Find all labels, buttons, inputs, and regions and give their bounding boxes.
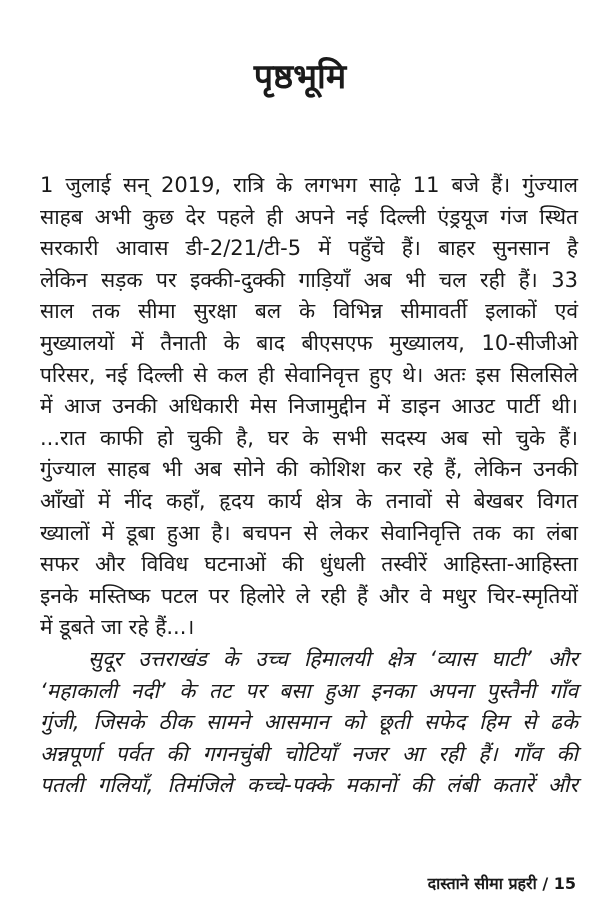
text-line: सफर और विविध घटनाओं की धुंधली तस्वीरें आहिस्ता-आहिस्ता [40, 552, 578, 577]
page-title: पृष्ठभूमि [253, 57, 347, 97]
footer-separator: / [542, 874, 549, 893]
text-line: साहब अभी कुछ देर पहले ही अपने नई दिल्ली एंड्रयूज गंज स्थित [40, 204, 578, 229]
paragraph-2 [40, 644, 578, 802]
text-line: अन्नपूर्णा पर्वत की गगनचुंबी चोटियाँ नजर आ रही हैं। गाँव की [40, 741, 578, 766]
paragraph-1 [40, 170, 578, 644]
text-line: मुख्यालयों में तैनाती के बाद बीएसएफ मुख्यालय, 10-सीजीओ [40, 330, 578, 355]
text-line: 1 जुलाई सन् 2019, रात्रि के लगभग साढ़े 11 बजे हैं। गुंज्याल [40, 173, 578, 197]
text-line: ख्यालों में डूबा हुआ है। बचपन से लेकर सेवानिवृत्ति तक का लंबा [40, 520, 578, 545]
text-line: साल तक सीमा सुरक्षा बल के विभिन्न सीमावर्ती इलाकों एवं [40, 299, 578, 324]
text-line: ‘महाकाली नदी’ के तट पर बसा हुआ इनका अपना पुस्तैनी गाँव [40, 678, 578, 703]
page-number: 15 [553, 874, 576, 893]
text-line: सुदूर उत्तराखंड के उच्च हिमालयी क्षेत्र ‘व्यास घाटी’ और [88, 646, 578, 671]
book-title: दास्ताने सीमा प्रहरी [427, 874, 537, 893]
body-text [40, 170, 578, 802]
text-line: लेकिन सड़क पर इक्की-दुक्की गाड़ियाँ अब भी चल रही हैं। 33 [40, 267, 578, 292]
text-line: में डूबते जा रहे हैं...। [40, 615, 195, 640]
text-line: गुंजी, जिसके ठीक सामने आसमान को छूती सफेद हिम से ढके [40, 710, 578, 735]
text-line: आँखों में नींद कहाँ, हृदय कार्य क्षेत्र के तनावों से बेखबर विगत [40, 488, 578, 513]
text-line: पतली गलियाँ, तिमंजिले कच्चे-पक्के मकानों की लंबी कतारें और [40, 773, 578, 798]
page-footer [428, 872, 576, 894]
text-line: ...रात काफी हो चुकी है, घर के सभी सदस्य अब सो चुके हैं। [40, 425, 578, 450]
text-line: में आज उनकी अधिकारी मेस निजामुद्दीन में डाइन आउट पार्टी थी। [40, 394, 578, 419]
text-line: इनके मस्तिष्क पटल पर हिलोरे ले रही हैं और वे मधुर चिर-स्मृतियों [40, 583, 578, 608]
text-line: गुंज्याल साहब भी अब सोने की कोशिश कर रहे हैं, लेकिन उनकी [40, 457, 578, 482]
text-line: सरकारी आवास डी-2/21/टी-5 में पहुँचे हैं। बाहर सुनसान है [40, 236, 578, 261]
text-line: परिसर, नई दिल्ली से कल ही सेवानिवृत्त हुए थे। अतः इस सिलसिले [40, 362, 578, 387]
